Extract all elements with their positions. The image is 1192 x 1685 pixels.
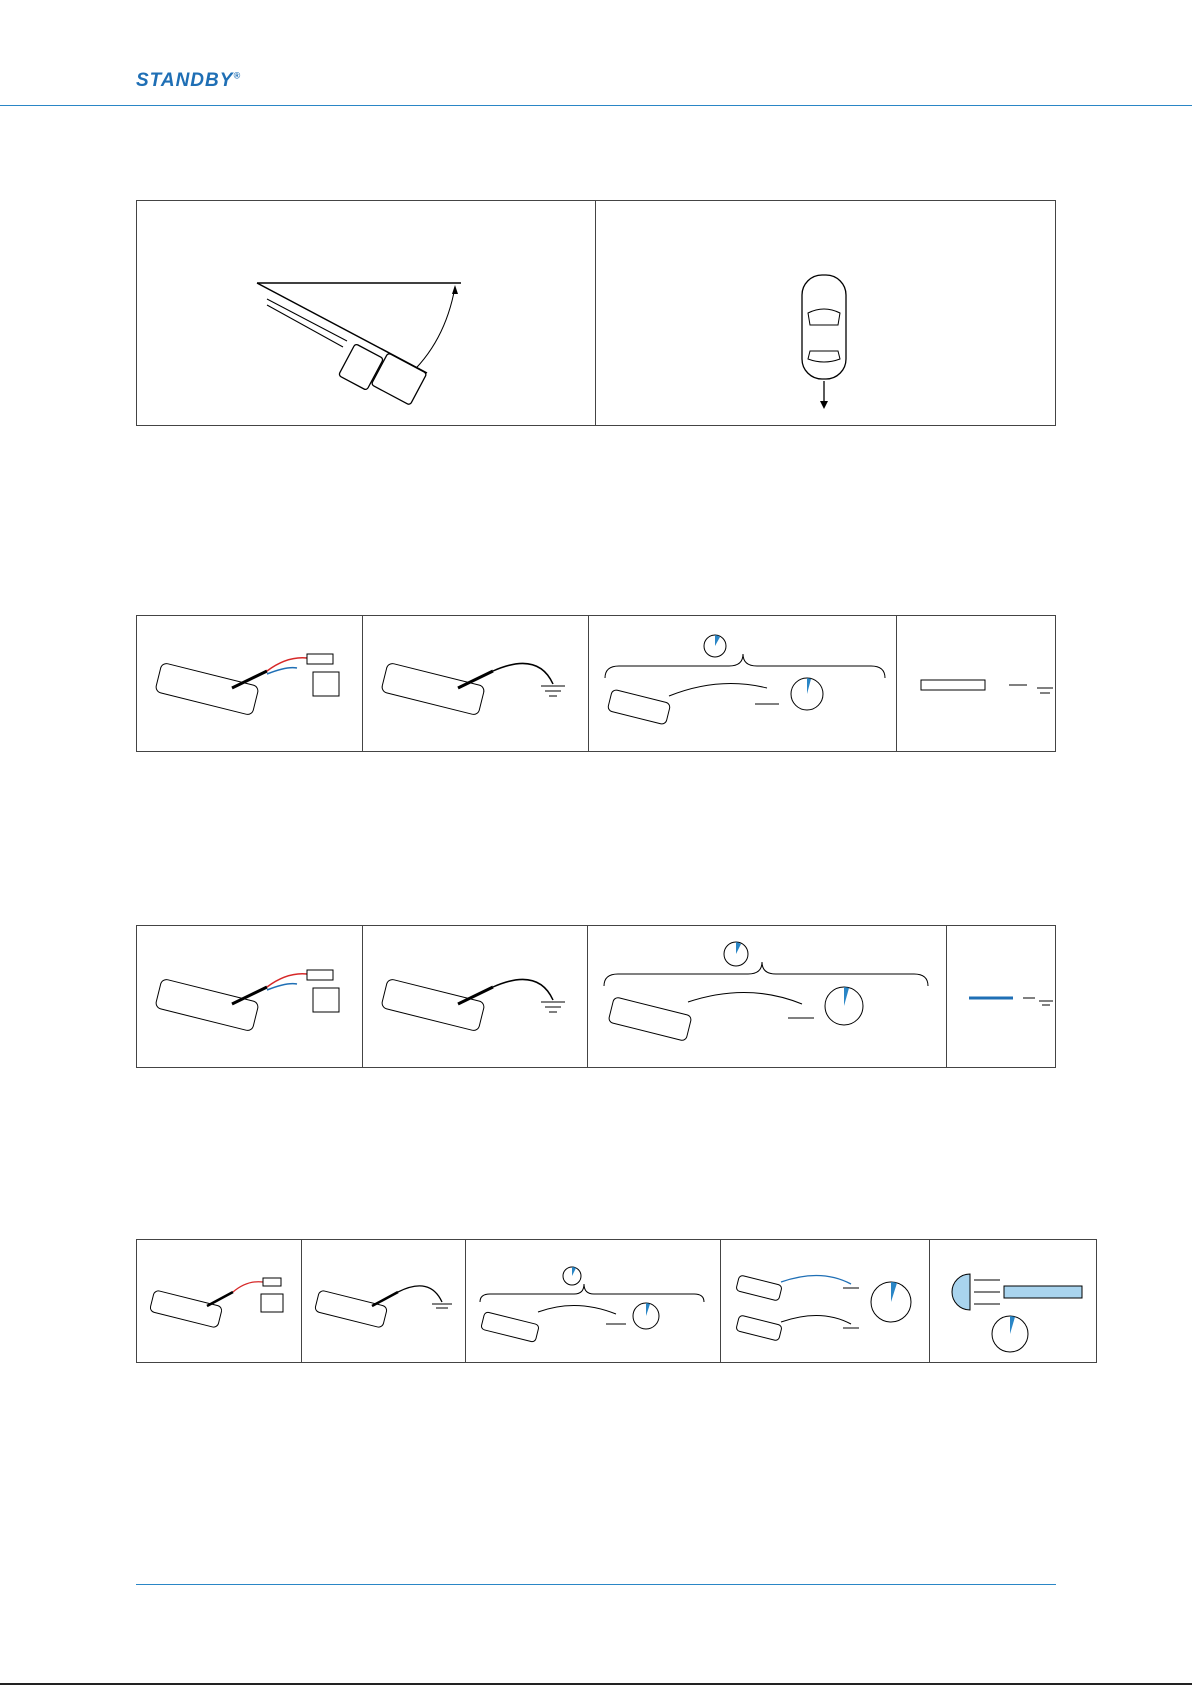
ground-connection-illustration xyxy=(363,926,589,1067)
lamp-timer-illustration xyxy=(930,1240,1096,1362)
standby-logo: STANDBY® xyxy=(136,70,242,91)
battery-panel-c xyxy=(137,1240,302,1362)
ground-connection-illustration xyxy=(302,1240,467,1362)
shield-ground-illustration xyxy=(897,616,1055,751)
car-direction-illustration xyxy=(596,201,1056,425)
timed-panel-b xyxy=(588,926,947,1067)
battery-connection-illustration xyxy=(137,616,363,751)
blue-wire-panel-b xyxy=(947,926,1055,1067)
timed-cable-illustration xyxy=(466,1240,721,1362)
figure-wiring-b xyxy=(136,925,1056,1068)
footer-divider xyxy=(136,1584,1056,1585)
battery-panel-a xyxy=(137,616,363,751)
battery-connection-illustration xyxy=(137,926,363,1067)
ground-panel-b xyxy=(363,926,589,1067)
blue-wire-ground-illustration xyxy=(947,926,1055,1067)
direction-panel xyxy=(596,201,1055,425)
battery-panel-b xyxy=(137,926,363,1067)
timed-cable-illustration xyxy=(588,926,948,1067)
shield-panel-a xyxy=(897,616,1055,751)
dual-unit-panel-c xyxy=(721,1240,931,1362)
figure-mounting xyxy=(136,200,1056,426)
dual-unit-test-illustration xyxy=(721,1240,931,1362)
timed-cable-illustration xyxy=(589,616,897,751)
ground-panel-a xyxy=(363,616,589,751)
mounting-angle-illustration xyxy=(137,201,597,425)
angle-panel xyxy=(137,201,596,425)
header-divider xyxy=(0,105,1192,106)
ground-panel-c xyxy=(302,1240,467,1362)
timed-panel-c xyxy=(466,1240,720,1362)
figure-wiring-a xyxy=(136,615,1056,752)
ground-connection-illustration xyxy=(363,616,589,751)
timed-panel-a xyxy=(589,616,897,751)
figure-wiring-c xyxy=(136,1239,1097,1363)
battery-connection-illustration xyxy=(137,1240,302,1362)
lamp-timer-panel-c xyxy=(930,1240,1096,1362)
